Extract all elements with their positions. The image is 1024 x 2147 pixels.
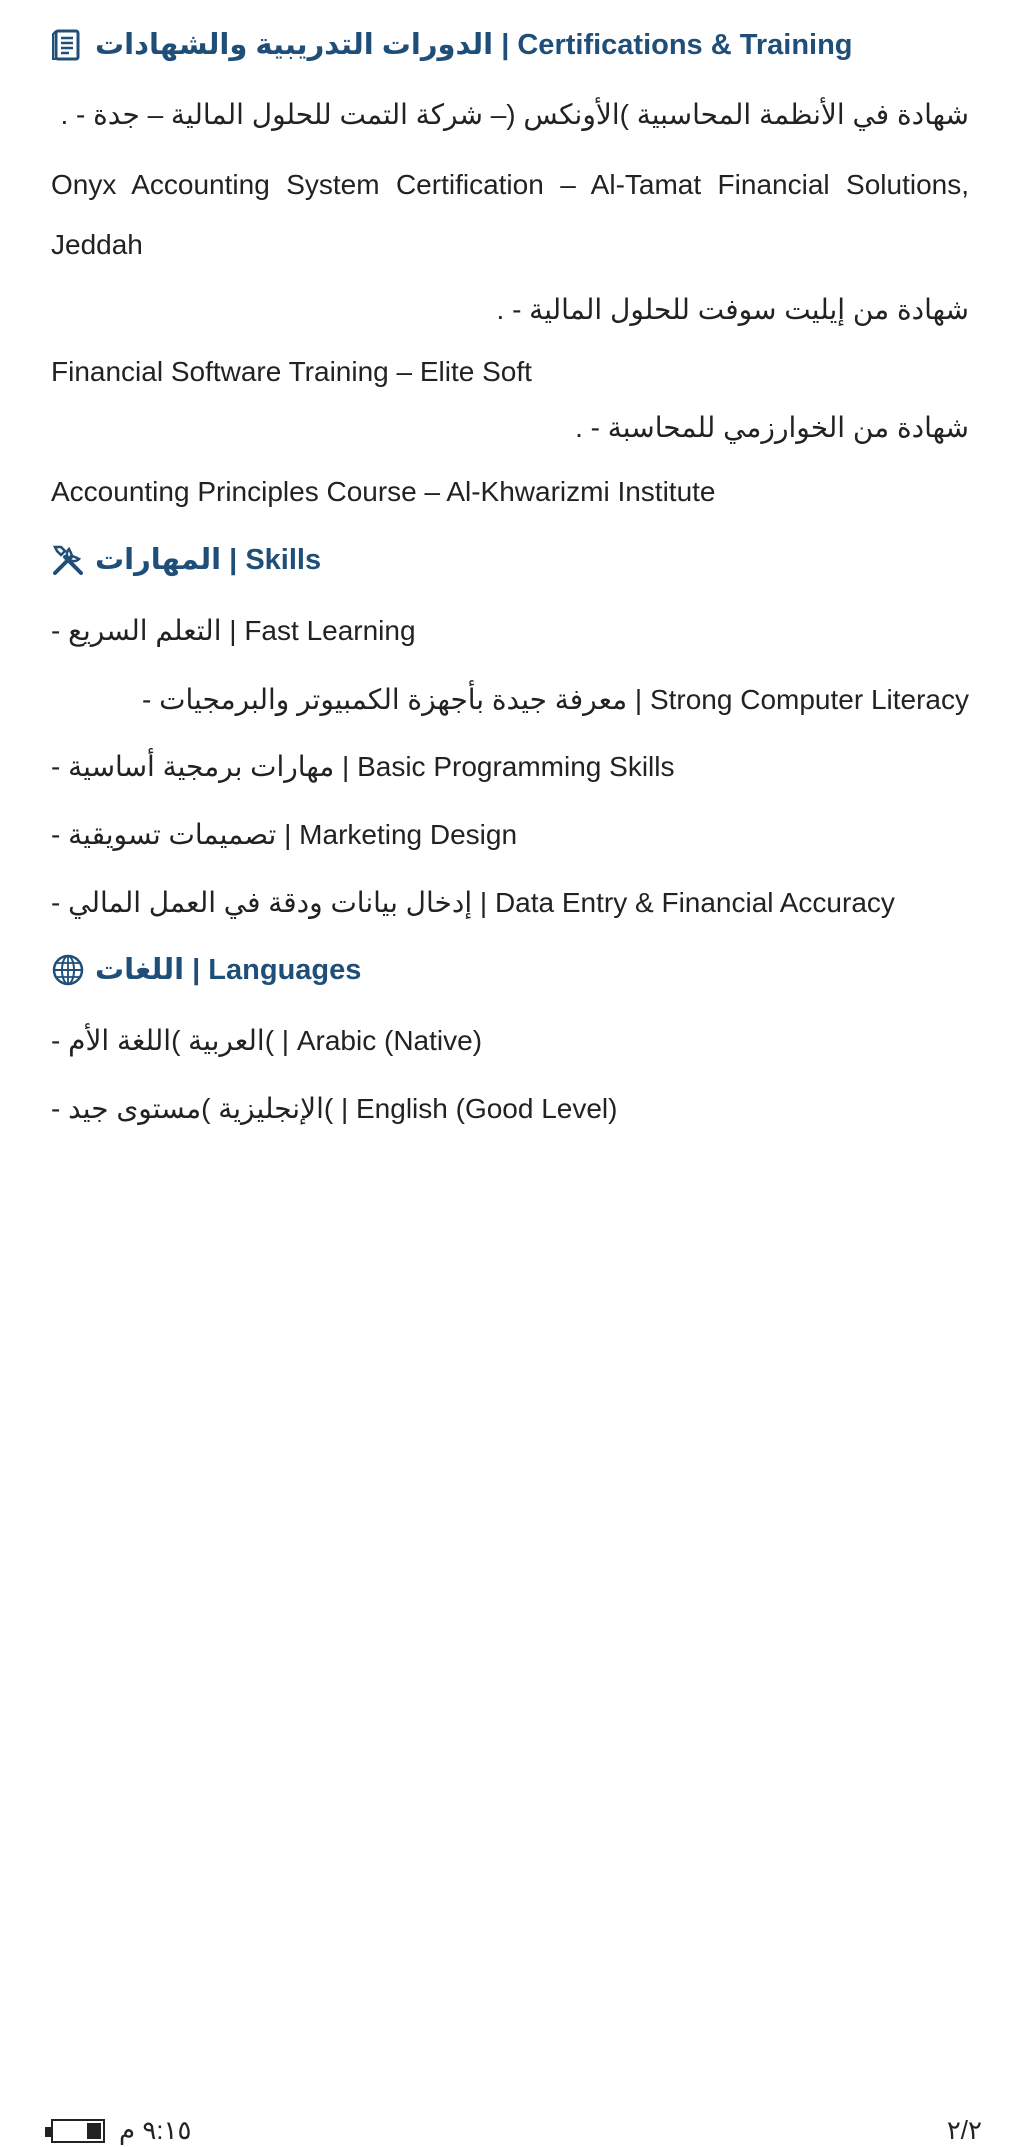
cert-3-english: Accounting Principles Course – Al-Khwarizmi Institute <box>51 476 716 507</box>
skill-item: - تصميمات تسويقية | Marketing Design <box>51 819 518 850</box>
globe-icon <box>51 953 85 987</box>
footer-time: ٩:١٥ م <box>119 2115 192 2145</box>
cert-1-english: Onyx Accounting System Certification – Al-Tamat Financial Solutions, Jeddah <box>51 169 969 260</box>
cert-2-english: Financial Software Training – Elite Soft <box>51 356 532 387</box>
cert-2-arabic: شهادة من إيليت سوفت للحلول المالية - . <box>496 294 969 325</box>
certifications-title: الدورات التدريبية والشهادات | Certifications & Training <box>95 29 853 61</box>
battery-icon <box>51 2119 105 2143</box>
language-item: - الإنجليزية )مستوى جيد( | English (Good Level) <box>51 1093 618 1124</box>
tools-icon <box>51 543 85 577</box>
skill-item-text: - معرفة جيدة بأجهزة الكمبيوتر والبرمجيات | Strong Computer Literacy <box>142 684 969 715</box>
language-item: - العربية )اللغة الأم( | Arabic (Native) <box>51 1025 483 1056</box>
page-number: ٢/٢ <box>946 2115 982 2145</box>
skill-item: - إدخال بيانات ودقة في العمل المالي | Data Entry & Financial Accuracy <box>51 887 895 918</box>
skill-item: - التعلم السريع | Fast Learning <box>51 615 416 646</box>
skills-title: المهارات | Skills <box>95 544 322 576</box>
skill-item: - مهارات برمجية أساسية | Basic Programming Skills <box>51 751 675 782</box>
cert-1-arabic: شهادة في الأنظمة المحاسبية )الأونكس (– شركة التمت للحلول المالية – جدة - . <box>60 99 969 130</box>
cert-3-arabic: شهادة من الخوارزمي للمحاسبة - . <box>575 412 969 443</box>
certifications-heading <box>51 25 969 65</box>
certificate-icon <box>51 28 85 62</box>
languages-heading <box>51 950 969 990</box>
skills-heading <box>51 540 969 580</box>
languages-title: اللغات | Languages <box>95 954 362 986</box>
footer-status <box>51 2115 191 2146</box>
skill-item <box>51 680 969 720</box>
